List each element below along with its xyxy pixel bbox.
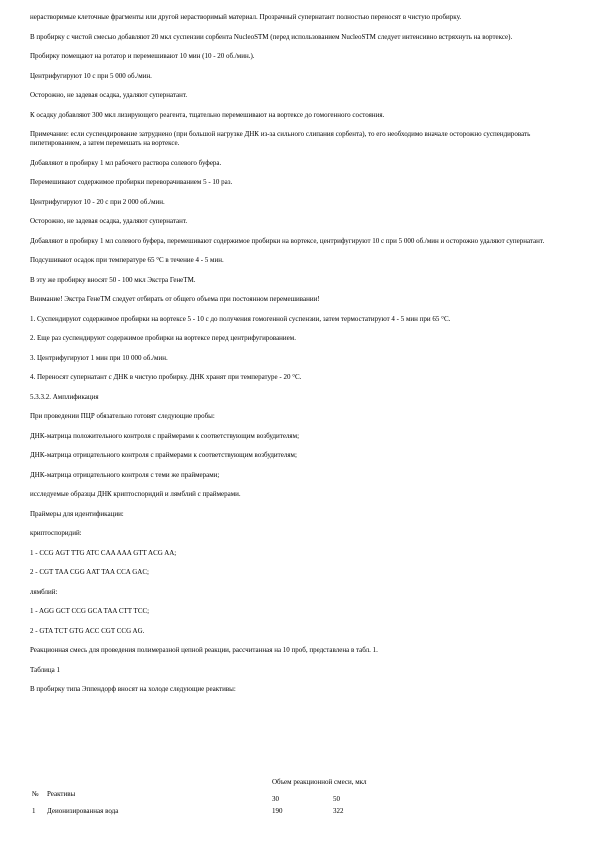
paragraph: 2 - CGT TAA CGG AAT TAA CCA GAC;: [30, 568, 149, 576]
paragraph: ДНК-матрица отрицательного контроля с теми же праймерами;: [30, 470, 220, 479]
paragraph: В эту же пробирку вносят 50 - 100 мкл Экстра ГенеTM.: [30, 275, 196, 284]
paragraph: ДНК-матрица отрицательного контроля с праймерами к соответствующим возбудителям;: [30, 451, 297, 459]
paragraph: нерастворимые клеточные фрагменты или другой нерастворимый материал. Прозрачный супернатант полностью переносят в чистую пробирку.: [30, 13, 462, 21]
table-header-number: №: [32, 790, 39, 798]
paragraph: Подсушивают осадок при температуре 65 °С в течение 4 - 5 мин.: [30, 256, 224, 264]
paragraph: Добавляют в пробирку 1 мл рабочего раствора солевого буфера.: [30, 158, 222, 167]
paragraph: Центрифугируют 10 - 20 с при 2 000 об./мин.: [30, 197, 165, 206]
paragraph: 1 - CCG AGT TTG ATC CAA AAA GTT ACG AA;: [30, 548, 177, 557]
paragraph: 1. Суспендируют содержимое пробирки на вортексе 5 - 10 с до получения гомогенной суспензии, затем термостатируют 4 - 5 мин при 65 °С.: [30, 314, 451, 323]
paragraph: Пробирку помещают на ротатор и перемешивают 10 мин (10 - 20 об./мин.).: [30, 52, 255, 60]
table-cell-reagent: Деионизированная вода: [47, 807, 119, 815]
paragraph: Таблица 1: [30, 665, 60, 674]
paragraph: При проведении ПЦР обязательно готовят следующие пробы:: [30, 412, 215, 420]
paragraph: Центрифугируют 10 с при 5 000 об./мин.: [30, 71, 152, 80]
table-group-header: Объем реакционной смеси, мкл: [272, 778, 367, 786]
paragraph: 2. Еще раз суспендируют содержимое пробирки на вортексе перед центрифугированием.: [30, 334, 296, 342]
table-cell-volume-30: 190: [272, 807, 283, 815]
paragraph: лямблий:: [30, 587, 58, 596]
table-header-reagents: Реактивы: [47, 790, 76, 798]
paragraph: Примечание: если суспендирование затруднено (при большой нагрузке ДНК из-за сильного слипания сорбента), то его необходимо вначале осторожно суспендировать пипетированием, а затем перемешать на вортексе.: [30, 130, 531, 147]
table-cell-number: 1: [32, 807, 36, 815]
paragraph: 2 - GTA TCT GTG ACC CGT CCG AG.: [30, 626, 145, 635]
paragraph: Перемешивают содержимое пробирки переворачиванием 5 - 10 раз.: [30, 178, 233, 186]
paragraph: К осадку добавляют 300 мкл лизирующего реагента, тщательно перемешивают на вортексе до гомогенного состояния.: [30, 110, 385, 119]
paragraph: исследуемые образцы ДНК криптоспоридий и лямблий с праймерами.: [30, 490, 241, 498]
paragraph: 3. Центрифугируют 1 мин при 10 000 об./мин.: [30, 353, 168, 362]
paragraph: 1 - AGG GCT CCG GCA TAA CTT TCC;: [30, 607, 150, 615]
table-header-volume-50: 50: [333, 795, 340, 803]
paragraph: В пробирку типа Эппендорф вносят на холоде следующие реактивы:: [30, 685, 236, 693]
paragraph: Осторожно, не задевая осадка, удаляют супернатант.: [30, 217, 188, 225]
table-cell-volume-50: 322: [333, 807, 344, 815]
paragraph: В пробирку с чистой смесью добавляют 20 мкл суспензии сорбента NucleoSTM (перед использованием NucleoSTM следует интенсивно встряхнуть на вортексе).: [30, 32, 513, 41]
paragraph: Праймеры для идентификации:: [30, 509, 124, 518]
document-body: [30, 13, 570, 705]
paragraph: ДНК-матрица положительного контроля с праймерами к соответствующим возбудителям;: [30, 431, 300, 440]
paragraph: Добавляют в пробирку 1 мл солевого буфера, перемешивают содержимое пробирки на вортексе, центрифугируют 10 с при 5 000 об./мин и осторожно удаляют супернатант.: [30, 236, 545, 245]
table-header-volume-30: 30: [272, 795, 279, 803]
paragraph: Осторожно, не задевая осадка, удаляют супернатант.: [30, 91, 188, 99]
paragraph: криптоспоридий:: [30, 529, 82, 537]
paragraph: Внимание! Экстра ГенеTM следует отбирать от общего объема при постоянном перемешивании!: [30, 295, 320, 303]
paragraph: 4. Переносят супернатант с ДНК в чистую пробирку. ДНК хранят при температуре - 20 °С.: [30, 373, 302, 381]
paragraph: 5.3.3.2. Амплификация: [30, 392, 99, 401]
paragraph: Реакционная смесь для проведения полимеразной цепной реакции, рассчитанная на 10 проб, представлена в табл. 1.: [30, 646, 378, 654]
